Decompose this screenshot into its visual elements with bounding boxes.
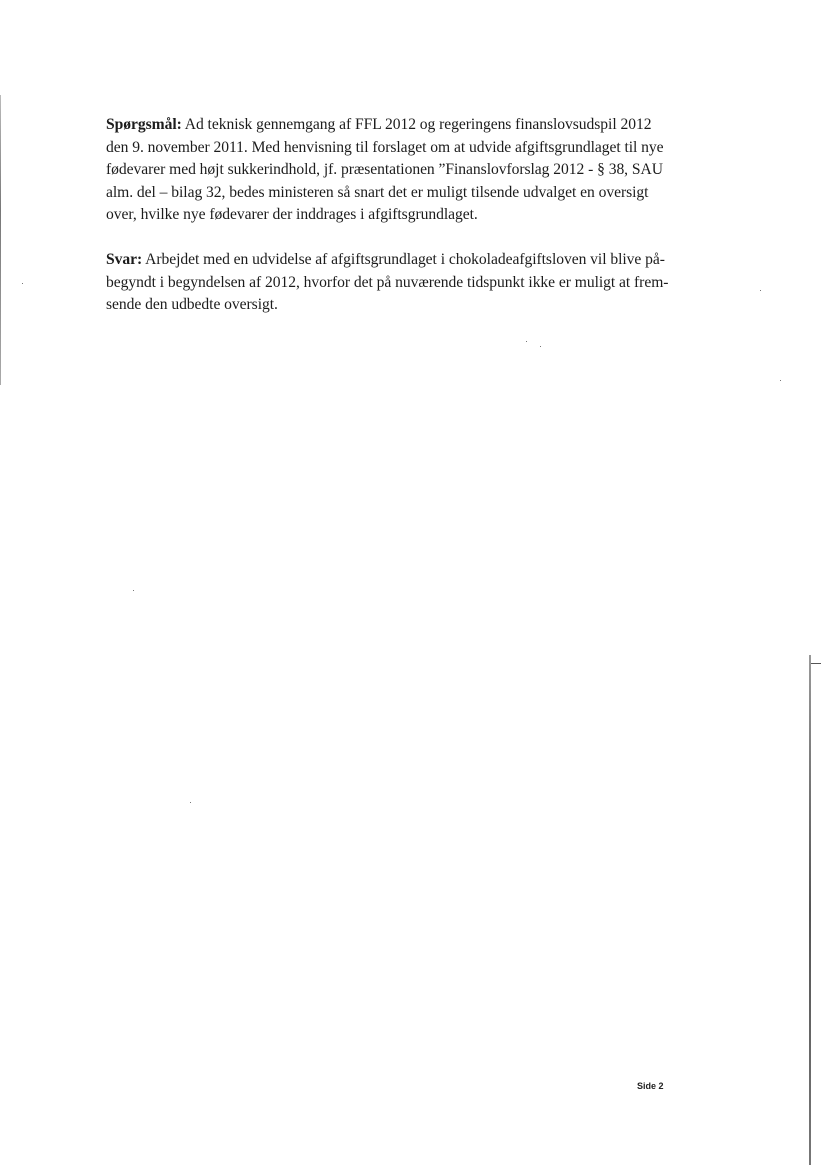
scan-speck xyxy=(760,290,761,291)
scan-speck xyxy=(780,380,781,381)
scan-edge-left xyxy=(0,95,1,385)
scan-edge-mark xyxy=(811,663,821,664)
answer-line: sende den udbedte oversigt. xyxy=(106,296,278,314)
scan-speck xyxy=(190,802,191,803)
scan-speck xyxy=(22,283,23,284)
question-line xyxy=(106,114,676,137)
answer-text: Arbejdet med en udvidelse af afgiftsgrundlaget i chokoladeafgiftsloven vil blive på- xyxy=(142,251,665,268)
question-paragraph xyxy=(106,114,676,227)
question-line: over, hvilke nye fødevarer der inddrages i afgiftsgrundlaget. xyxy=(106,206,478,224)
answer-line: begyndt i begyndelsen af 2012, hvorfor det på nuværende tidspunkt ikke er muligt at frem- xyxy=(106,273,669,291)
question-text: Ad teknisk gennemgang af FFL 2012 og regeringens finanslovsudspil 2012 xyxy=(181,116,652,133)
question-line: alm. del – bilag 32, bedes ministeren så snart det er muligt tilsende udvalget en oversigt xyxy=(106,183,649,201)
scan-speck xyxy=(526,341,527,342)
scan-speck xyxy=(540,346,541,347)
answer-line xyxy=(106,249,676,272)
question-label: Spørgsmål: xyxy=(106,116,182,133)
scan-speck xyxy=(133,590,134,591)
answer-paragraph xyxy=(106,249,676,317)
question-line: fødevarer med højt sukkerindhold, jf. præsentationen ”Finanslovforslag 2012 - § 38, SAU xyxy=(106,161,663,179)
page-number: Side 2 xyxy=(637,1081,664,1091)
answer-label: Svar: xyxy=(106,251,143,268)
scan-edge-right xyxy=(809,655,811,1165)
question-line: den 9. november 2011. Med henvisning til forslaget om at udvide afgiftsgrundlaget til nye xyxy=(106,138,664,156)
